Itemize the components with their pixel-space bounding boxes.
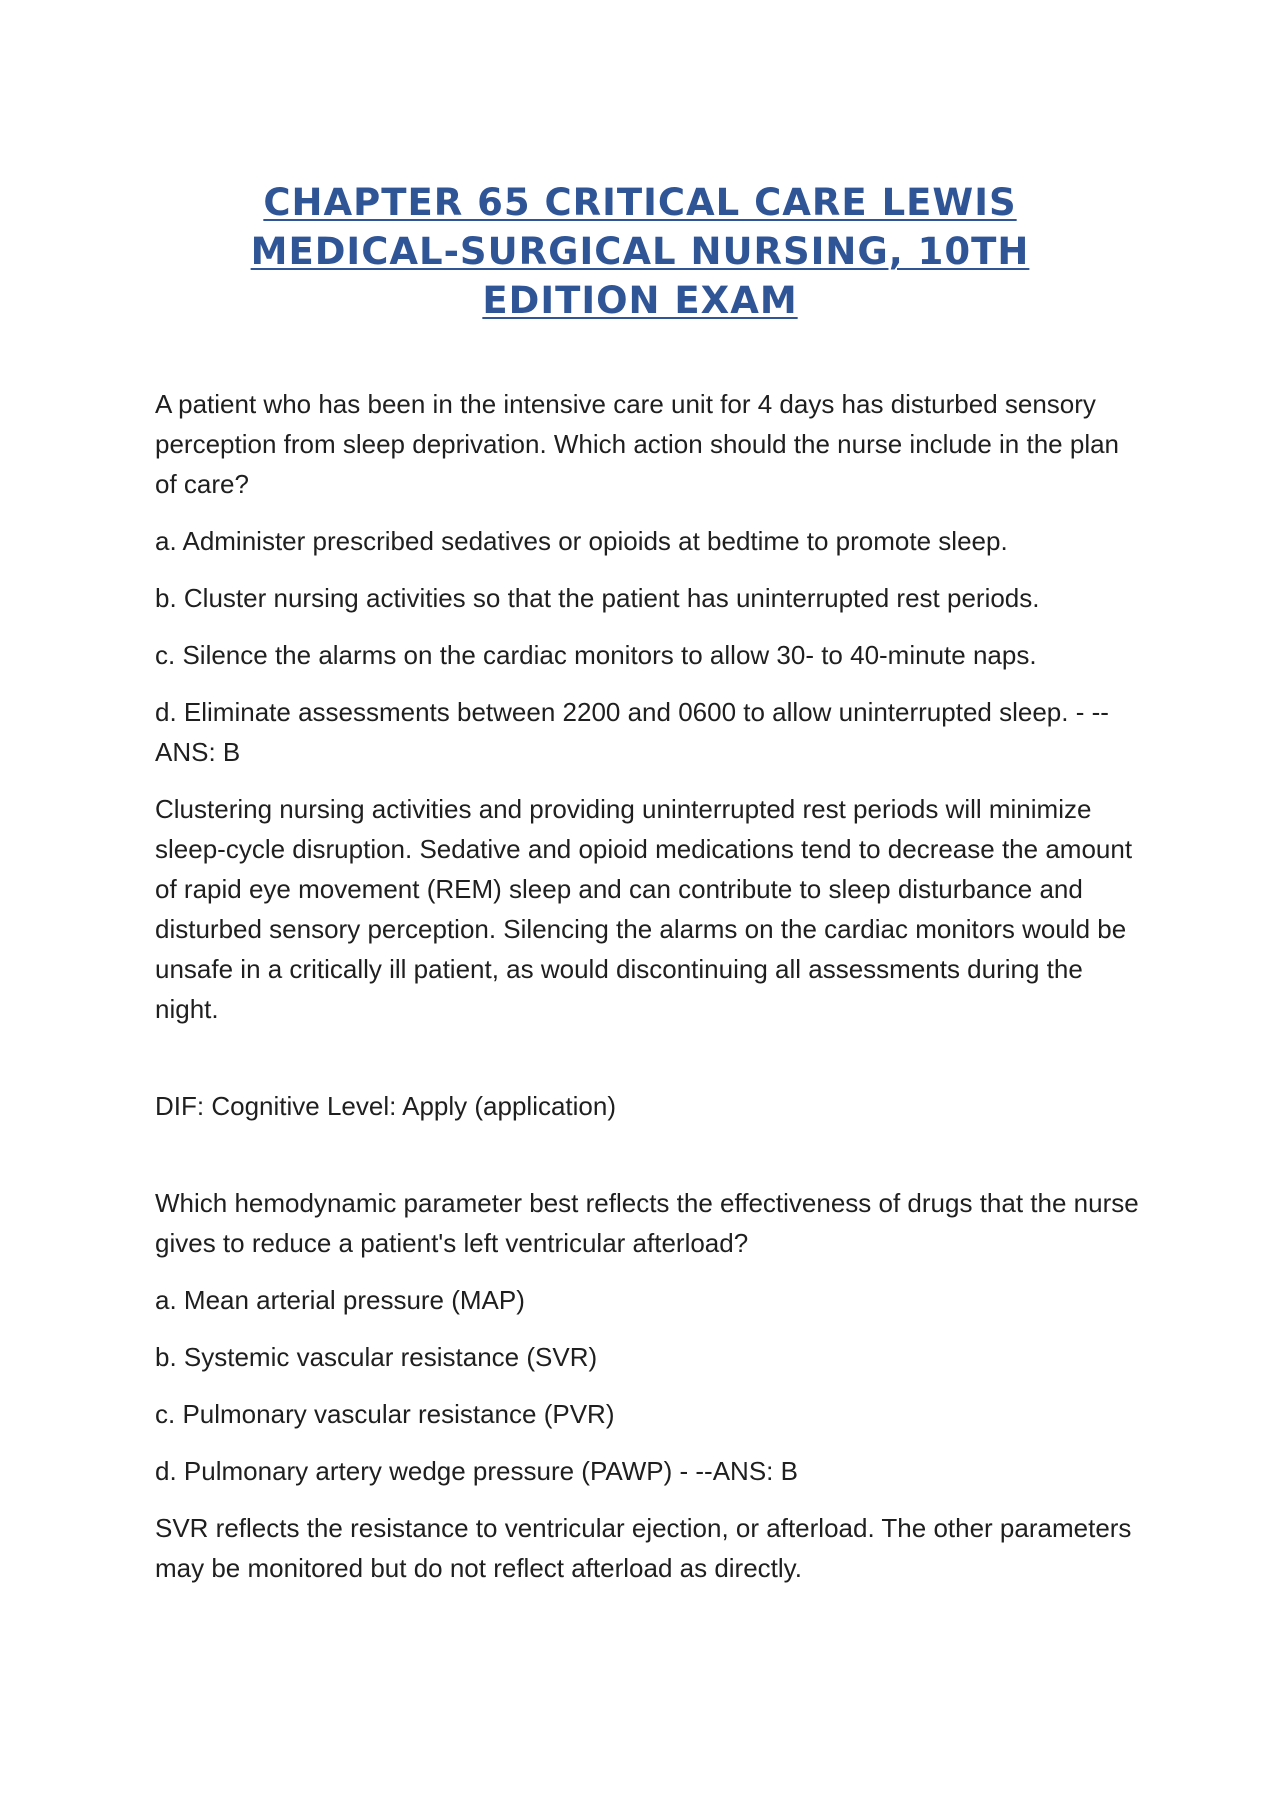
question-1-rationale: Clustering nursing activities and providing uninterrupted rest periods will minimize sleep-cycle disruption. Sedative and opioid medications tend to decrease the amount of rapid eye movement (REM) sleep and can contribute to sleep disturbance and disturbed sensory perception. Silencing the alarms on the cardiac monitors would be unsafe in a critically ill patient, as would discontinuing all assessments during the night. xyxy=(155,794,1133,1024)
question-2-option-d: d. Pulmonary artery wedge pressure (PAWP) - --ANS: B xyxy=(155,1456,798,1486)
question-1-option-d: d. Eliminate assessments between 2200 and 0600 to allow uninterrupted sleep. - --ANS: B xyxy=(155,697,1109,767)
document-body xyxy=(155,384,1145,1605)
document-title xyxy=(200,178,1080,325)
question-1-option-c: c. Silence the alarms on the cardiac monitors to allow 30- to 40-minute naps. xyxy=(155,640,1037,670)
question-1-difficulty: DIF: Cognitive Level: Apply (application) xyxy=(155,1091,617,1121)
question-2-rationale: SVR reflects the resistance to ventricular ejection, or afterload. The other parameters may be monitored but do not reflect afterload as directly. xyxy=(155,1513,1132,1583)
document-title-text: CHAPTER 65 CRITICAL CARE LEWIS MEDICAL-SURGICAL NURSING, 10TH EDITION EXAM xyxy=(250,181,1030,322)
question-2-stem: Which hemodynamic parameter best reflects the effectiveness of drugs that the nurse gives to reduce a patient's left ventricular afterload? xyxy=(155,1188,1139,1258)
question-1-option-b: b. Cluster nursing activities so that the patient has uninterrupted rest periods. xyxy=(155,583,1040,613)
question-2-option-a: a. Mean arterial pressure (MAP) xyxy=(155,1285,525,1315)
question-2-option-b: b. Systemic vascular resistance (SVR) xyxy=(155,1342,598,1372)
question-1-stem: A patient who has been in the intensive care unit for 4 days has disturbed sensory perception from sleep deprivation. Which action should the nurse include in the plan of care? xyxy=(155,389,1120,499)
question-1-option-a: a. Administer prescribed sedatives or opioids at bedtime to promote sleep. xyxy=(155,526,1008,556)
question-2-option-c: c. Pulmonary vascular resistance (PVR) xyxy=(155,1399,615,1429)
